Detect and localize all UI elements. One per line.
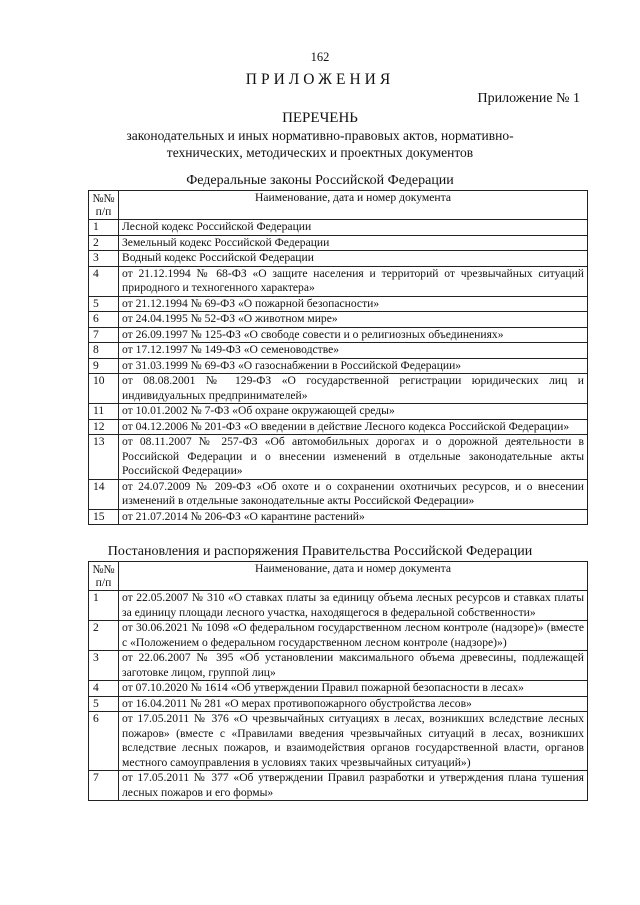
- document-name: от 22.06.2007 № 395 «Об установлении максимального объема древесины, подлежащей заготовке лицом, группой лиц»: [119, 651, 588, 681]
- document-name: от 26.09.1997 № 125-ФЗ «О свободе совести и о религиозных объединениях»: [119, 327, 588, 343]
- table-row: [89, 419, 588, 435]
- table-row: [89, 712, 588, 771]
- row-number: 15: [89, 509, 119, 525]
- column-header-name: Наименование, дата и номер документа: [119, 191, 588, 220]
- row-number: 2: [89, 235, 119, 251]
- column-header-name: Наименование, дата и номер документа: [119, 562, 588, 591]
- document-name: Лесной кодекс Российской Федерации: [119, 220, 588, 236]
- table-row: [89, 479, 588, 509]
- row-number: 11: [89, 404, 119, 420]
- table-row: [89, 235, 588, 251]
- column-header-number: №№ п/п: [89, 562, 119, 591]
- row-number: 3: [89, 651, 119, 681]
- row-number: 7: [89, 771, 119, 801]
- document-name: от 17.05.2011 № 377 «Об утверждении Правил разработки и утверждения плана тушения лесных пожаров и его формы»: [119, 771, 588, 801]
- document-name: от 30.06.2021 № 1098 «О федеральном государственном лесном контроле (надзоре)» (вместе с «Положением о федеральном государственном лесном контроле (надзоре)»): [119, 621, 588, 651]
- document-name: от 24.07.2009 № 209-ФЗ «Об охоте и о сохранении охотничьих ресурсов, и о внесении изменений в отдельные законодательные акты Российской Федерации»: [119, 479, 588, 509]
- document-name: от 21.07.2014 № 206-ФЗ «О карантине растений»: [119, 509, 588, 525]
- table-row: [89, 312, 588, 328]
- document-name: Земельный кодекс Российской Федерации: [119, 235, 588, 251]
- table-row: [89, 251, 588, 267]
- row-number: 7: [89, 327, 119, 343]
- government-resolutions-table: [88, 561, 588, 801]
- document-name: от 31.03.1999 № 69-ФЗ «О газоснабжении в Российской Федерации»: [119, 358, 588, 374]
- appendix-number: Приложение № 1: [477, 91, 580, 106]
- list-subtitle: законодательных и иных нормативно-правовых актов, нормативно-технических, методических и проектных документов: [126, 128, 514, 160]
- appendices-title: ПРИЛОЖЕНИЯ: [245, 71, 395, 88]
- row-number: 5: [89, 696, 119, 712]
- row-number: 2: [89, 621, 119, 651]
- document-name: от 08.11.2007 № 257-ФЗ «Об автомобильных дорогах и о дорожной деятельности в Российской Федерации и о внесении изменений в отдельные законодательные акты Российской Федерации»: [119, 435, 588, 480]
- row-number: 13: [89, 435, 119, 480]
- table-header-row: [89, 562, 588, 591]
- row-number: 14: [89, 479, 119, 509]
- federal-laws-rows: [89, 220, 588, 525]
- table-row: [89, 621, 588, 651]
- row-number: 4: [89, 266, 119, 296]
- row-number: 12: [89, 419, 119, 435]
- row-number: 1: [89, 591, 119, 621]
- section-title-government-resolutions: Постановления и распоряжения Правительства Российской Федерации: [107, 544, 533, 559]
- document-name: от 22.05.2007 № 310 «О ставках платы за единицу объема лесных ресурсов и ставках платы за единицу площади лесного участка, находящегося в федеральной собственности»: [119, 591, 588, 621]
- table-row: [89, 591, 588, 621]
- table-row: [89, 358, 588, 374]
- table-row: [89, 435, 588, 480]
- row-number: 6: [89, 312, 119, 328]
- document-name: от 04.12.2006 № 201-ФЗ «О введении в действие Лесного кодекса Российской Федерации»: [119, 419, 588, 435]
- document-name: от 24.04.1995 № 52-ФЗ «О животном мире»: [119, 312, 588, 328]
- table-row: [89, 374, 588, 404]
- row-number: 9: [89, 358, 119, 374]
- table-row: [89, 327, 588, 343]
- row-number: 10: [89, 374, 119, 404]
- row-number: 8: [89, 343, 119, 359]
- row-number: 1: [89, 220, 119, 236]
- row-number: 6: [89, 712, 119, 771]
- government-resolutions-rows: [89, 591, 588, 801]
- document-name: от 21.12.1994 № 68-ФЗ «О защите населения и территорий от чрезвычайных ситуаций природного и техногенного характера»: [119, 266, 588, 296]
- column-header-number: №№ п/п: [89, 191, 119, 220]
- federal-laws-table: [88, 190, 588, 525]
- table-row: [89, 343, 588, 359]
- document-name: от 10.01.2002 № 7-ФЗ «Об охране окружающей среды»: [119, 404, 588, 420]
- row-number: 3: [89, 251, 119, 267]
- row-number: 4: [89, 681, 119, 697]
- document-name: от 07.10.2020 № 1614 «Об утверждении Правил пожарной безопасности в лесах»: [119, 681, 588, 697]
- document-name: от 17.05.2011 № 376 «О чрезвычайных ситуациях в лесах, возникших вследствие лесных пожаров» (вместе с «Правилами введения чрезвычайных ситуаций в лесах, возникших вследствие лесных пожаров, и взаимодействия органов государственной власти, органов местного самоуправления в условиях таких чрезвычайных ситуаций»): [119, 712, 588, 771]
- table-row: [89, 651, 588, 681]
- document-name: Водный кодекс Российской Федерации: [119, 251, 588, 267]
- document-name: от 21.12.1994 № 69-ФЗ «О пожарной безопасности»: [119, 296, 588, 312]
- table-row: [89, 220, 588, 236]
- table-row: [89, 404, 588, 420]
- table-row: [89, 509, 588, 525]
- document-name: от 08.08.2001 № 129-ФЗ «О государственной регистрации юридических лиц и индивидуальных предпринимателей»: [119, 374, 588, 404]
- document-name: от 17.12.1997 № 149-ФЗ «О семеноводстве»: [119, 343, 588, 359]
- table-row: [89, 681, 588, 697]
- table-row: [89, 296, 588, 312]
- section-title-federal-laws: Федеральные законы Российской Федерации: [186, 173, 454, 188]
- document-name: от 16.04.2011 № 281 «О мерах противопожарного обустройства лесов»: [119, 696, 588, 712]
- list-title: ПЕРЕЧЕНЬ: [282, 110, 358, 126]
- row-number: 5: [89, 296, 119, 312]
- table-row: [89, 771, 588, 801]
- page-number: 162: [310, 50, 330, 64]
- table-row: [89, 266, 588, 296]
- table-header-row: [89, 191, 588, 220]
- table-row: [89, 696, 588, 712]
